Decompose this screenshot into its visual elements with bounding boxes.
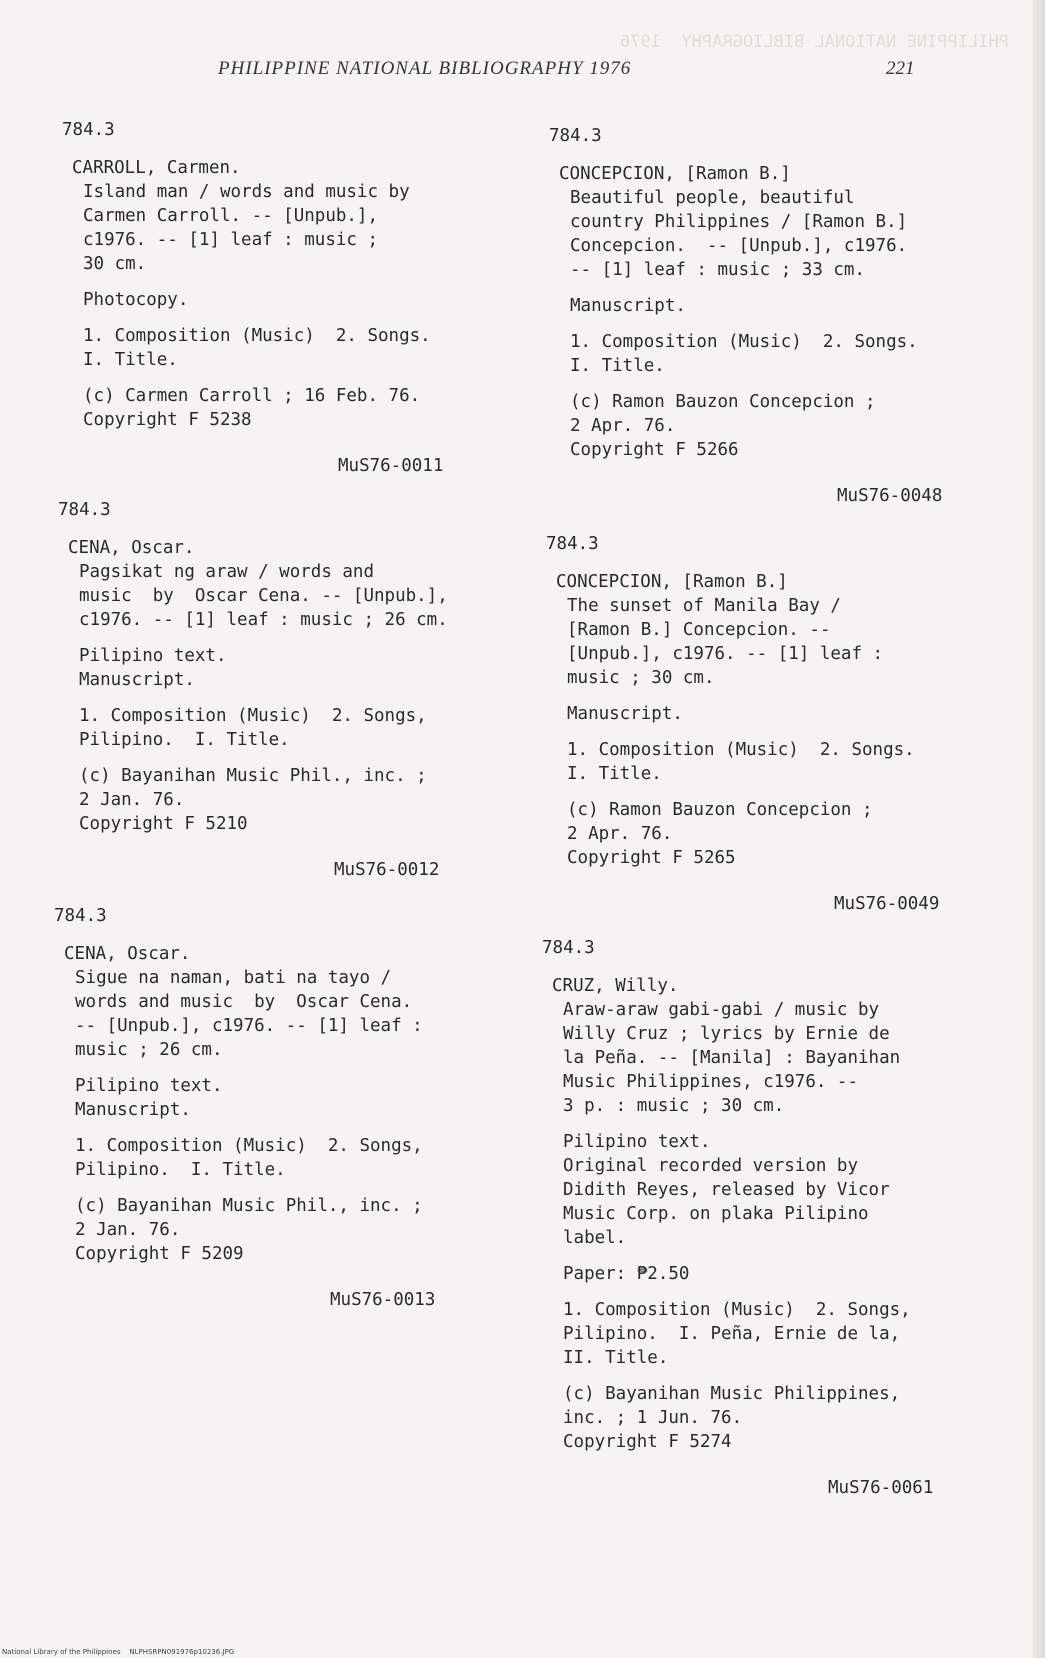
- entry-heading: CENA, Oscar.: [68, 538, 195, 558]
- class-number: 784.3: [58, 500, 111, 520]
- class-number: 784.3: [54, 906, 107, 926]
- entry-heading: CARROLL, Carmen.: [72, 158, 241, 178]
- tracings-block: 1. Composition (Music) 2. Songs, Pilipino. I. Title.: [79, 706, 427, 750]
- entry-heading: CONCEPCION, [Ramon B.]: [559, 164, 791, 184]
- entry-heading: CRUZ, Willy.: [552, 976, 679, 996]
- copyright-block: (c) Ramon Bauzon Concepcion ; 2 Apr. 76. Copyright F 5266: [570, 392, 876, 460]
- catalog-entry-cena-sigue: [54, 904, 524, 1324]
- class-number: 784.3: [549, 126, 602, 146]
- notes-block: Manuscript.: [567, 704, 683, 724]
- class-number: 784.3: [546, 534, 599, 554]
- notes-block: Pilipino text. Manuscript.: [75, 1076, 223, 1120]
- class-number: 784.3: [542, 938, 595, 958]
- description-block: Island man / words and music by Carmen Carroll. -- [Unpub.], c1976. -- [1] leaf : music ; 30 cm. Photocopy. 1. Composition (Music) 2. Songs. I. Title. (c) Carmen Carroll ; 16 Feb. 76. Copyright F 5238: [83, 182, 431, 430]
- description-block: Sigue na naman, bati na tayo / words and music by Oscar Cena. -- [Unpub.], c1976. -- [1] leaf : music ; 26 cm. Pilipino text. Manuscript. 1. Composition (Music) 2. Songs, Pilipino. I. Title. (c) Bayanihan Music Phil., inc. ; 2 Jan. 76. Copyright F 5209: [75, 968, 423, 1264]
- tracings-block: 1. Composition (Music) 2. Songs. I. Title.: [567, 740, 915, 784]
- notes-block: Pilipino text. Original recorded version by Didith Reyes, released by Vicor Music Corp. on plaka Pilipino label.: [563, 1132, 890, 1248]
- description-block: Araw-araw gabi-gabi / music by Willy Cruz ; lyrics by Ernie de la Peña. -- [Manila] : Bayanihan Music Philippines, c1976. -- 3 p. : music ; 30 cm. Pilipino text. Original recorded version by Didith Reyes, released by Vicor Music Corp. on plaka Pilipino label. Paper: ₱2.50 1. Composition (Music) 2. Songs, Pilipino. I. Peña, Ernie de la, II. Title. (c) Bayanihan Music Philippines, inc. ; 1 Jun. 76. Copyright F 5274: [563, 1000, 911, 1452]
- accession-number: MuS76-0013: [330, 1290, 436, 1310]
- publication-title: PHILIPPINE NATIONAL BIBLIOGRAPHY 1976: [218, 58, 632, 79]
- tracings-block: 1. Composition (Music) 2. Songs. I. Title.: [570, 332, 918, 376]
- accession-number: MuS76-0012: [334, 860, 440, 880]
- entry-heading: CENA, Oscar.: [64, 944, 191, 964]
- copyright-block: (c) Bayanihan Music Phil., inc. ; 2 Jan. 76. Copyright F 5209: [75, 1196, 423, 1264]
- copyright-block: (c) Carmen Carroll ; 16 Feb. 76. Copyright F 5238: [83, 386, 421, 430]
- notes-block: Pilipino text. Manuscript.: [79, 646, 227, 690]
- copyright-block: (c) Bayanihan Music Phil., inc. ; 2 Jan. 76. Copyright F 5210: [79, 766, 427, 834]
- catalog-entry-cena-pagsikat: [58, 498, 528, 878]
- class-number: 784.3: [62, 120, 115, 140]
- notes-block: Manuscript.: [570, 296, 686, 316]
- tracings-block: 1. Composition (Music) 2. Songs. I. Title.: [83, 326, 431, 370]
- copyright-block: (c) Bayanihan Music Philippines, inc. ; 1 Jun. 76. Copyright F 5274: [563, 1384, 901, 1452]
- bleed-through-text: PHILIPPINE NATIONAL BIBLIOGRAPHY 1976: [620, 32, 1009, 52]
- accession-number: MuS76-0011: [338, 456, 444, 476]
- description-block: Pagsikat ng araw / words and music by Oscar Cena. -- [Unpub.], c1976. -- [1] leaf : music ; 26 cm. Pilipino text. Manuscript. 1. Composition (Music) 2. Songs, Pilipino. I. Title. (c) Bayanihan Music Phil., inc. ; 2 Jan. 76. Copyright F 5210: [79, 562, 448, 834]
- price-block: Paper: ₱2.50: [563, 1264, 690, 1284]
- accession-number: MuS76-0048: [837, 486, 943, 506]
- description-block: The sunset of Manila Bay / [Ramon B.] Concepcion. -- [Unpub.], c1976. -- [1] leaf : music ; 30 cm. Manuscript. 1. Composition (Music) 2. Songs. I. Title. (c) Ramon Bauzon Concepcion ; 2 Apr. 76. Copyright F 5265: [567, 596, 915, 868]
- scan-footer: National Library of the Philippines NLPHSRPN091976p10236.JPG: [2, 1648, 235, 1656]
- notes-block: Photocopy.: [83, 290, 189, 310]
- description-block: Beautiful people, beautiful country Philippines / [Ramon B.] Concepcion. -- [Unpub.], c1976. -- [1] leaf : music ; 33 cm. Manuscript. 1. Composition (Music) 2. Songs. I. Title. (c) Ramon Bauzon Concepcion ; 2 Apr. 76. Copyright F 5266: [570, 188, 918, 460]
- accession-number: MuS76-0049: [834, 894, 940, 914]
- catalog-entry-concepcion-sunset: [546, 532, 986, 912]
- tracings-block: 1. Composition (Music) 2. Songs, Pilipino. I. Peña, Ernie de la, II. Title.: [563, 1300, 911, 1368]
- accession-number: MuS76-0061: [828, 1478, 934, 1498]
- catalog-entry-cruz: [542, 936, 992, 1516]
- page-header: [0, 58, 1045, 88]
- page-number: 221: [886, 58, 915, 79]
- entry-heading: CONCEPCION, [Ramon B.]: [556, 572, 788, 592]
- tracings-block: 1. Composition (Music) 2. Songs, Pilipino. I. Title.: [75, 1136, 423, 1180]
- catalog-entry-concepcion-beautiful: [549, 124, 989, 514]
- copyright-block: (c) Ramon Bauzon Concepcion ; 2 Apr. 76. Copyright F 5265: [567, 800, 873, 868]
- catalog-entry-carroll: [62, 118, 522, 478]
